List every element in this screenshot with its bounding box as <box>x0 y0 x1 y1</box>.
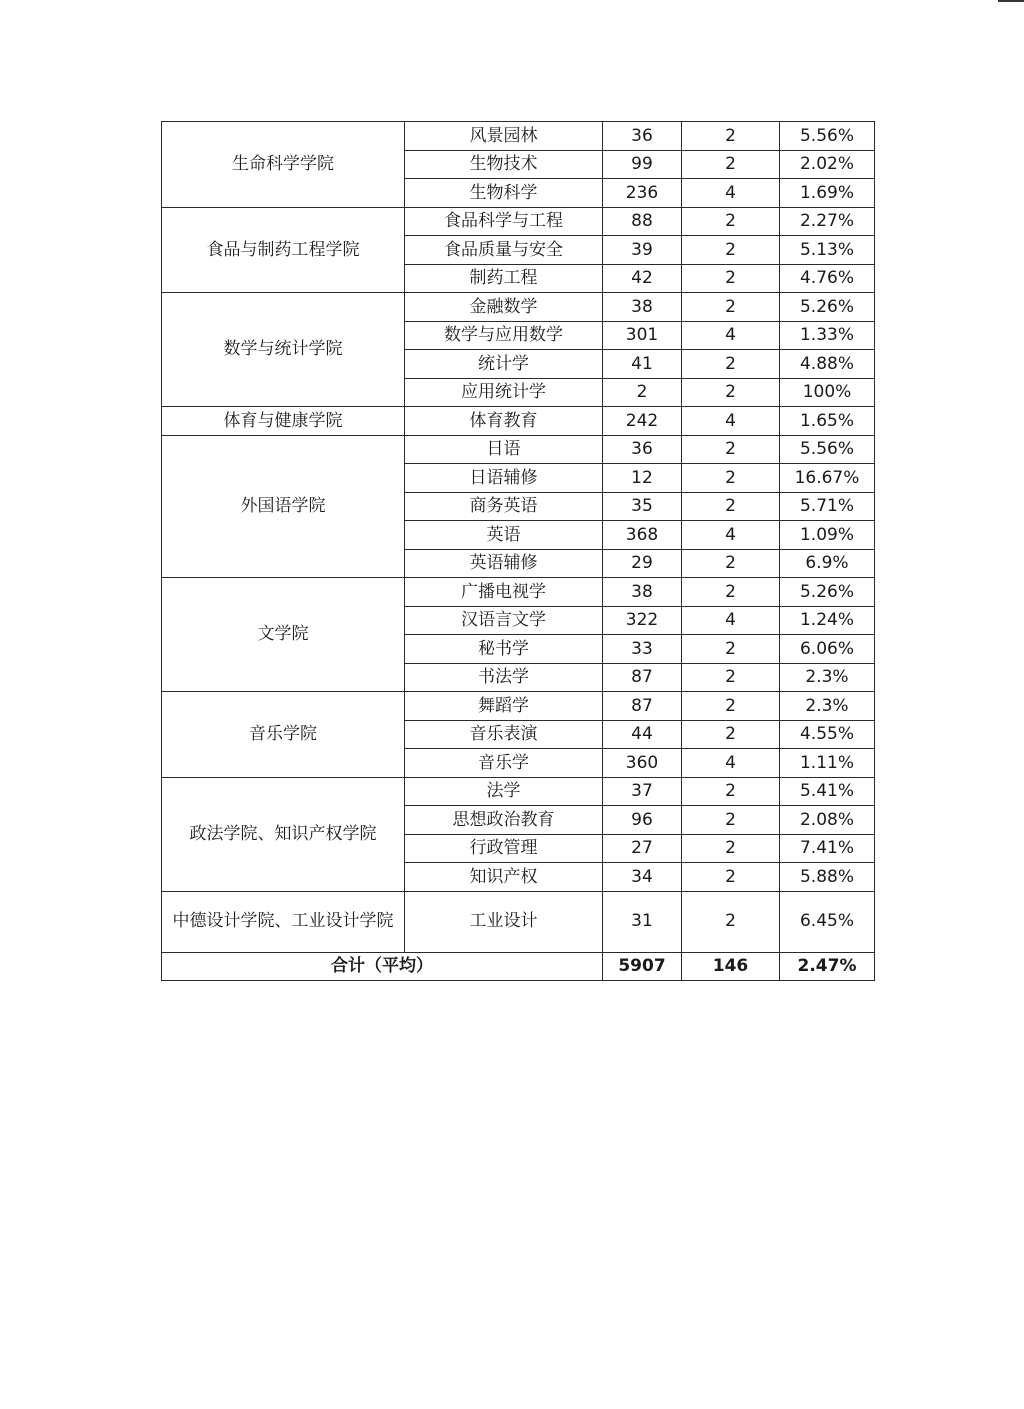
total-count-cell: 87 <box>603 663 682 692</box>
ratio-cell: 4.76% <box>780 264 875 293</box>
total-count-cell: 36 <box>603 435 682 464</box>
major-name-cell: 生物技术 <box>405 150 603 179</box>
major-name-cell: 生物科学 <box>405 179 603 208</box>
sample-count-cell: 2 <box>682 150 780 179</box>
major-name-cell: 日语辅修 <box>405 464 603 493</box>
major-name-cell: 英语 <box>405 521 603 550</box>
college-name-cell: 生命科学学院 <box>162 122 405 208</box>
ratio-cell: 6.9% <box>780 549 875 578</box>
total-count-cell: 34 <box>603 863 682 892</box>
table-row <box>162 578 875 607</box>
table-row <box>162 435 875 464</box>
sample-count-cell: 2 <box>682 378 780 407</box>
sample-count-cell: 2 <box>682 236 780 265</box>
ratio-cell: 1.24% <box>780 606 875 635</box>
major-name-cell: 工业设计 <box>405 891 603 952</box>
table-body <box>162 122 875 981</box>
ratio-cell: 5.88% <box>780 863 875 892</box>
total-count-cell: 87 <box>603 692 682 721</box>
table-row <box>162 122 875 151</box>
major-name-cell: 数学与应用数学 <box>405 321 603 350</box>
total-count-cell: 301 <box>603 321 682 350</box>
sample-count-cell: 2 <box>682 777 780 806</box>
college-name-cell: 体育与健康学院 <box>162 407 405 436</box>
ratio-cell: 1.09% <box>780 521 875 550</box>
college-name-cell: 中德设计学院、工业设计学院 <box>162 891 405 952</box>
ratio-cell: 4.55% <box>780 720 875 749</box>
total-count-cell: 41 <box>603 350 682 379</box>
ratio-cell: 6.06% <box>780 635 875 664</box>
major-name-cell: 舞蹈学 <box>405 692 603 721</box>
college-name-cell: 食品与制药工程学院 <box>162 207 405 293</box>
sample-count-cell: 2 <box>682 806 780 835</box>
ratio-cell: 16.67% <box>780 464 875 493</box>
ratio-cell: 1.33% <box>780 321 875 350</box>
college-name-cell: 数学与统计学院 <box>162 293 405 407</box>
total-count-cell: 39 <box>603 236 682 265</box>
table-row <box>162 293 875 322</box>
total-count-cell: 36 <box>603 122 682 151</box>
total-count-cell: 88 <box>603 207 682 236</box>
total-count-cell: 44 <box>603 720 682 749</box>
sample-count-cell: 2 <box>682 549 780 578</box>
sample-count-cell: 2 <box>682 264 780 293</box>
ratio-cell: 2.27% <box>780 207 875 236</box>
major-name-cell: 日语 <box>405 435 603 464</box>
sample-count-cell: 2 <box>682 207 780 236</box>
sample-count-cell: 4 <box>682 321 780 350</box>
college-name-cell: 外国语学院 <box>162 435 405 578</box>
table-row <box>162 692 875 721</box>
ratio-cell: 2.08% <box>780 806 875 835</box>
total-count-cell: 37 <box>603 777 682 806</box>
college-name-cell: 政法学院、知识产权学院 <box>162 777 405 891</box>
ratio-cell: 5.71% <box>780 492 875 521</box>
ratio-cell: 7.41% <box>780 834 875 863</box>
ratio-cell: 6.45% <box>780 891 875 952</box>
sample-count-cell: 4 <box>682 606 780 635</box>
major-name-cell: 统计学 <box>405 350 603 379</box>
sample-count-cell: 4 <box>682 749 780 778</box>
ratio-cell: 5.56% <box>780 435 875 464</box>
total-count-cell: 242 <box>603 407 682 436</box>
major-name-cell: 应用统计学 <box>405 378 603 407</box>
major-name-cell: 音乐表演 <box>405 720 603 749</box>
major-name-cell: 广播电视学 <box>405 578 603 607</box>
major-name-cell: 食品科学与工程 <box>405 207 603 236</box>
total-count-cell: 99 <box>603 150 682 179</box>
total-count-cell: 38 <box>603 578 682 607</box>
total-count-cell: 236 <box>603 179 682 208</box>
major-name-cell: 秘书学 <box>405 635 603 664</box>
summary-ratio-cell: 2.47% <box>780 952 875 980</box>
major-name-cell: 风景园林 <box>405 122 603 151</box>
major-name-cell: 书法学 <box>405 663 603 692</box>
total-count-cell: 35 <box>603 492 682 521</box>
sample-count-cell: 2 <box>682 891 780 952</box>
ratio-cell: 5.13% <box>780 236 875 265</box>
college-major-table <box>161 121 875 981</box>
sample-count-cell: 2 <box>682 692 780 721</box>
sample-count-cell: 2 <box>682 350 780 379</box>
table-row <box>162 207 875 236</box>
scan-edge-mark <box>998 0 1024 2</box>
table-row <box>162 891 875 952</box>
sample-count-cell: 2 <box>682 435 780 464</box>
ratio-cell: 2.3% <box>780 692 875 721</box>
major-name-cell: 体育教育 <box>405 407 603 436</box>
major-name-cell: 汉语言文学 <box>405 606 603 635</box>
major-name-cell: 音乐学 <box>405 749 603 778</box>
table-row <box>162 407 875 436</box>
sample-count-cell: 2 <box>682 293 780 322</box>
sample-count-cell: 4 <box>682 179 780 208</box>
ratio-cell: 5.41% <box>780 777 875 806</box>
total-count-cell: 12 <box>603 464 682 493</box>
sample-count-cell: 2 <box>682 635 780 664</box>
summary-row <box>162 952 875 980</box>
major-name-cell: 行政管理 <box>405 834 603 863</box>
ratio-cell: 4.88% <box>780 350 875 379</box>
ratio-cell: 2.02% <box>780 150 875 179</box>
total-count-cell: 31 <box>603 891 682 952</box>
college-name-cell: 音乐学院 <box>162 692 405 778</box>
sample-count-cell: 4 <box>682 521 780 550</box>
ratio-cell: 2.3% <box>780 663 875 692</box>
total-count-cell: 322 <box>603 606 682 635</box>
sample-count-cell: 2 <box>682 863 780 892</box>
total-count-cell: 42 <box>603 264 682 293</box>
table-row <box>162 777 875 806</box>
summary-total-cell: 5907 <box>603 952 682 980</box>
major-name-cell: 制药工程 <box>405 264 603 293</box>
major-name-cell: 法学 <box>405 777 603 806</box>
ratio-cell: 100% <box>780 378 875 407</box>
summary-count-cell: 146 <box>682 952 780 980</box>
total-count-cell: 368 <box>603 521 682 550</box>
sample-count-cell: 2 <box>682 578 780 607</box>
major-name-cell: 金融数学 <box>405 293 603 322</box>
sample-count-cell: 2 <box>682 464 780 493</box>
total-count-cell: 96 <box>603 806 682 835</box>
total-count-cell: 38 <box>603 293 682 322</box>
major-name-cell: 英语辅修 <box>405 549 603 578</box>
ratio-cell: 1.65% <box>780 407 875 436</box>
sample-count-cell: 2 <box>682 834 780 863</box>
major-name-cell: 知识产权 <box>405 863 603 892</box>
major-name-cell: 商务英语 <box>405 492 603 521</box>
major-name-cell: 思想政治教育 <box>405 806 603 835</box>
ratio-cell: 5.56% <box>780 122 875 151</box>
total-count-cell: 2 <box>603 378 682 407</box>
sample-count-cell: 2 <box>682 720 780 749</box>
summary-label-cell: 合计（平均） <box>162 952 603 980</box>
ratio-cell: 5.26% <box>780 578 875 607</box>
college-name-cell: 文学院 <box>162 578 405 692</box>
sample-count-cell: 2 <box>682 492 780 521</box>
ratio-cell: 5.26% <box>780 293 875 322</box>
total-count-cell: 360 <box>603 749 682 778</box>
total-count-cell: 27 <box>603 834 682 863</box>
total-count-cell: 33 <box>603 635 682 664</box>
sample-count-cell: 2 <box>682 663 780 692</box>
sample-count-cell: 4 <box>682 407 780 436</box>
ratio-cell: 1.69% <box>780 179 875 208</box>
major-name-cell: 食品质量与安全 <box>405 236 603 265</box>
ratio-cell: 1.11% <box>780 749 875 778</box>
total-count-cell: 29 <box>603 549 682 578</box>
sample-count-cell: 2 <box>682 122 780 151</box>
